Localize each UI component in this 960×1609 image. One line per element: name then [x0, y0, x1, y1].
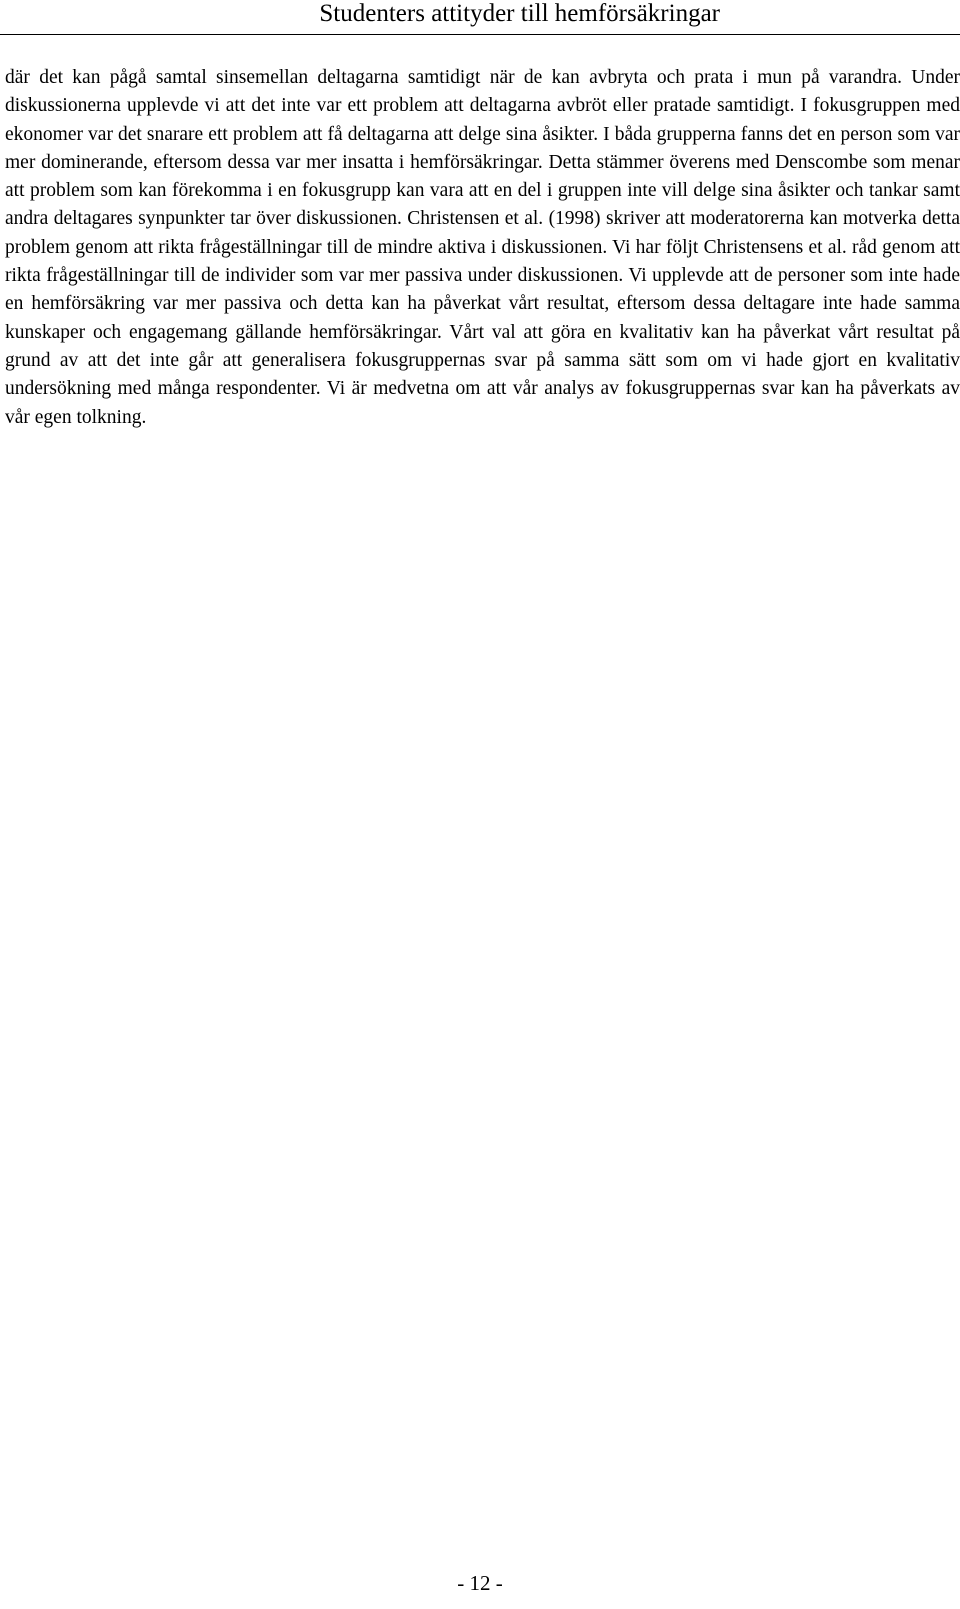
body-paragraph: där det kan pågå samtal sinsemellan deltagarna samtidigt när de kan avbryta och prata i mun på varandra. Under diskussionerna upplevde vi att det inte var ett problem att deltagarna avbröt eller pratade samtidigt. I fokusgruppen med ekonomer var det snarare ett problem att få deltagarna att delge sina åsikter. I båda grupperna fanns det en person som var mer dominerande, eftersom dessa var mer insatta i hemförsäkringar. Detta stämmer överens med Denscombe som menar att problem som kan förekomma i en fokusgrupp kan vara att en del i gruppen inte vill delge sina åsikter och tankar samt andra deltagares synpunkter tar över diskussionen. Christensen et al. (1998) skriver att moderatorerna kan motverka detta problem genom att rikta frågeställningar till de mindre aktiva i diskussionen. Vi har följt Christensens et al. råd genom att rikta frågeställningar till de individer som var mer passiva under diskussionen. Vi upplevde att de personer som inte hade en hemförsäkring var mer passiva och detta kan ha påverkat vårt resultat, eftersom dessa deltagare inte hade samma kunskaper och engagemang gällande hemförsäkringar. Vårt val att göra en kvalitativ kan ha påverkat vårt resultat på grund av att det inte går att generalisera fokusgruppernas svar på samma sätt som om vi hade gjort en kvalitativ undersökning med många respondenter. Vi är medvetna om att vår analys av fokusgruppernas svar kan ha påverkats av vår egen tolkning. [5, 67, 960, 428]
page-footer [0, 1571, 960, 1595]
running-header [0, 0, 960, 34]
header-rule [0, 34, 960, 35]
running-header-title: Studenters attityder till hemförsäkringar [319, 0, 720, 27]
page-number: - 12 - [457, 1571, 503, 1595]
